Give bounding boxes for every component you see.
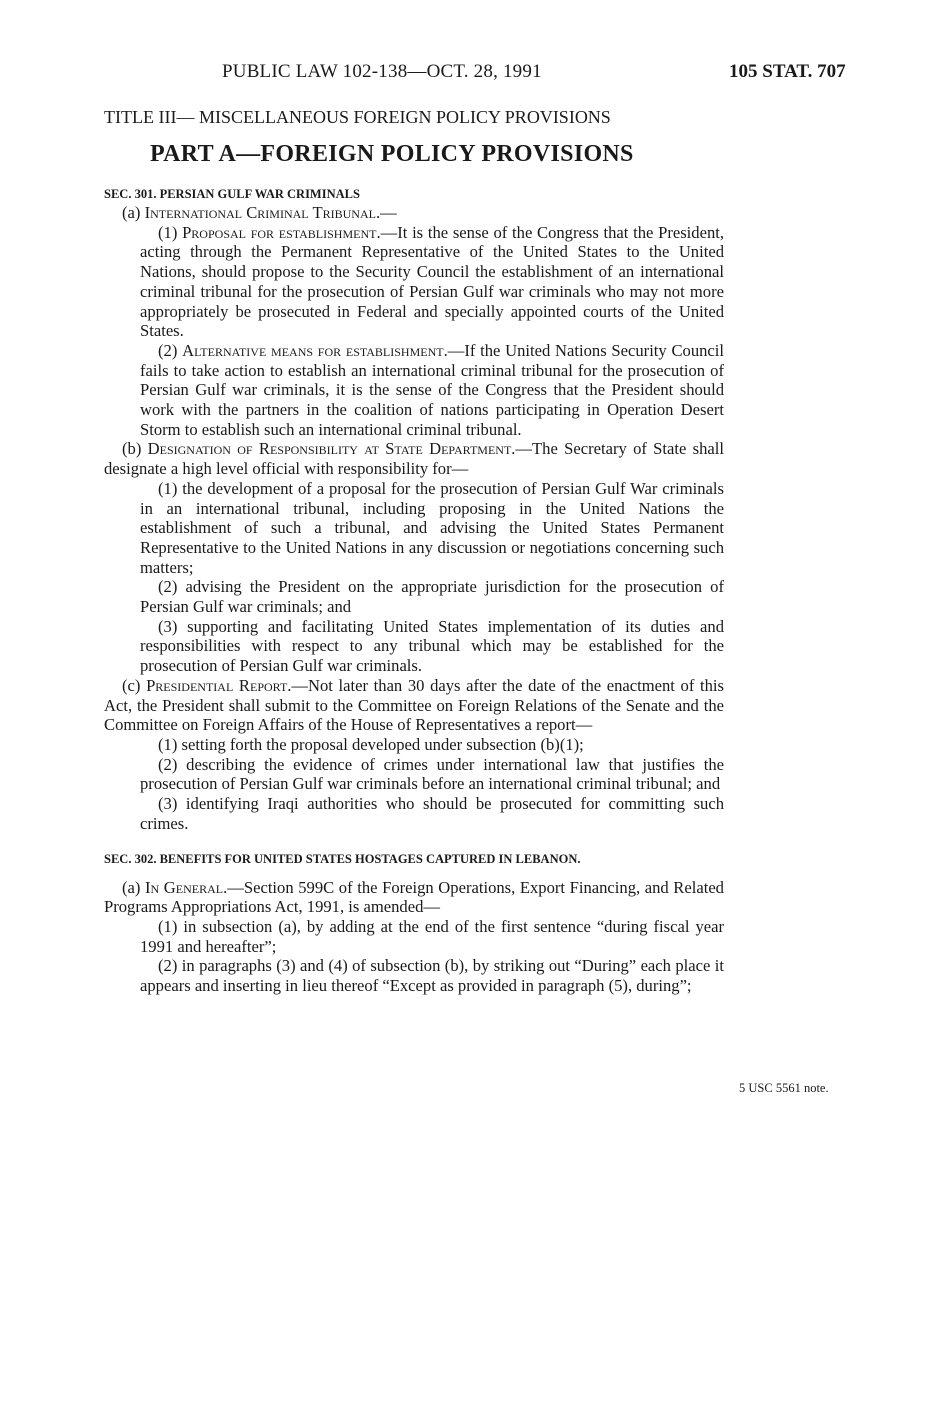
- paragraph-text: .—If the United Nations Security Council fails to take action to establish an international criminal tribunal for the prosecution of Persian Gulf war criminals, it is the sense of the Congress that the President should work with the partners in the coalition of nations participating in Operation Desert Storm to establish such an international criminal tribunal.: [140, 340, 725, 439]
- section-spacer: [104, 868, 724, 878]
- section-301-subsection-b: [104, 439, 724, 478]
- paragraph-caption: Alternative means for establishment: [182, 340, 444, 360]
- paragraph-caption: Proposal for establishment: [182, 222, 377, 242]
- title-heading: TITLE III— MISCELLANEOUS FOREIGN POLICY PROVISIONS: [104, 107, 611, 127]
- subsection-caption: Presidential Report: [146, 675, 288, 695]
- subsection-label: (c): [122, 675, 147, 695]
- section-302-paragraph-a1: (1) in subsection (a), by adding at the end of the first sentence “during fiscal year 1991 and hereafter”;: [140, 916, 724, 956]
- section-302-heading: SEC. 302. BENEFITS FOR UNITED STATES HOSTAGES CAPTURED IN LEBANON.: [104, 851, 581, 866]
- subsection-caption: International Criminal Tribunal: [144, 203, 376, 222]
- section-301-paragraph-a2: [140, 341, 724, 440]
- section-301-paragraph-b3: (3) supporting and facilitating United States implementation of its duties and responsibilities with respect to any tribunal which may be established for the prosecution of Persian Gulf war criminals.: [140, 616, 724, 676]
- section-302-subsection-a: [104, 878, 724, 917]
- subsection-caption: Designation of Responsibility at State Department: [147, 439, 512, 459]
- subsection-label: (a): [122, 203, 145, 222]
- section-301-subsection-c: [104, 676, 724, 735]
- part-heading: PART A—FOREIGN POLICY PROVISIONS: [150, 141, 634, 167]
- paragraph-text: .—It is the sense of the Congress that the President, acting through the Permanent Representative of the United States to the United Nations, should propose to the Security Council the establishment of an international criminal tribunal for the prosecution of Persian Gulf war criminals who may not more appropriately be prosecuted in Federal and specially appointed courts of the United States.: [140, 222, 724, 341]
- section-301-heading: SEC. 301. PERSIAN GULF WAR CRIMINALS: [104, 187, 360, 201]
- subsection-text: .—Section 599C of the Foreign Operations, Export Financing, and Related Programs Appropriations Act, 1991, is amended—: [104, 877, 724, 917]
- section-302-paragraph-a2: (2) in paragraphs (3) and (4) of subsection (b), by striking out “During” each place it appears and inserting in lieu thereof “Except as provided in paragraph (5), during”;: [140, 956, 724, 996]
- subsection-label: (a): [122, 877, 146, 897]
- section-301-paragraph-a1: [140, 223, 724, 341]
- paragraph-label: (2): [158, 340, 183, 360]
- section-301-subsection-a: [104, 203, 724, 223]
- section-301-paragraph-b1: (1) the development of a proposal for the prosecution of Persian Gulf War criminals in an international tribunal, including proposing in the United Nations the establishment of such a tribunal, and advising the United States Permanent Representative to the United Nations in any discussion or negotiations concerning such matters;: [140, 478, 724, 577]
- section-301-paragraph-c2: (2) describing the evidence of crimes under international law that justifies the prosecution of Persian Gulf war criminals before an international criminal tribunal; and: [140, 754, 724, 794]
- section-301-paragraph-b2: (2) advising the President on the appropriate jurisdiction for the prosecution of Persian Gulf war criminals; and: [140, 577, 724, 617]
- body-text: [104, 185, 724, 996]
- subsection-text: .—Not later than 30 days after the date of the enactment of this Act, the President shall submit to the Committee on Foreign Relations of the Senate and the Committee on Foreign Affairs of the House of Representatives a report—: [104, 675, 724, 735]
- subsection-text: .—The Secretary of State shall designate a high level official with responsibility for—: [104, 439, 724, 479]
- section-301-paragraph-c1: (1) setting forth the proposal developed under subsection (b)(1);: [158, 734, 584, 754]
- subsection-dash: .—: [375, 203, 397, 222]
- subsection-caption: In General: [145, 877, 224, 897]
- page-stat-number: 105 STAT. 707: [729, 61, 846, 82]
- subsection-label: (b): [122, 439, 148, 459]
- running-head: PUBLIC LAW 102-138—OCT. 28, 1991: [222, 61, 542, 82]
- section-301-paragraph-c3: (3) identifying Iraqi authorities who should be prosecuted for committing such crimes.: [140, 794, 724, 833]
- paragraph-label: (1): [158, 222, 183, 242]
- margin-note-citation: 5 USC 5561 note.: [739, 1081, 829, 1095]
